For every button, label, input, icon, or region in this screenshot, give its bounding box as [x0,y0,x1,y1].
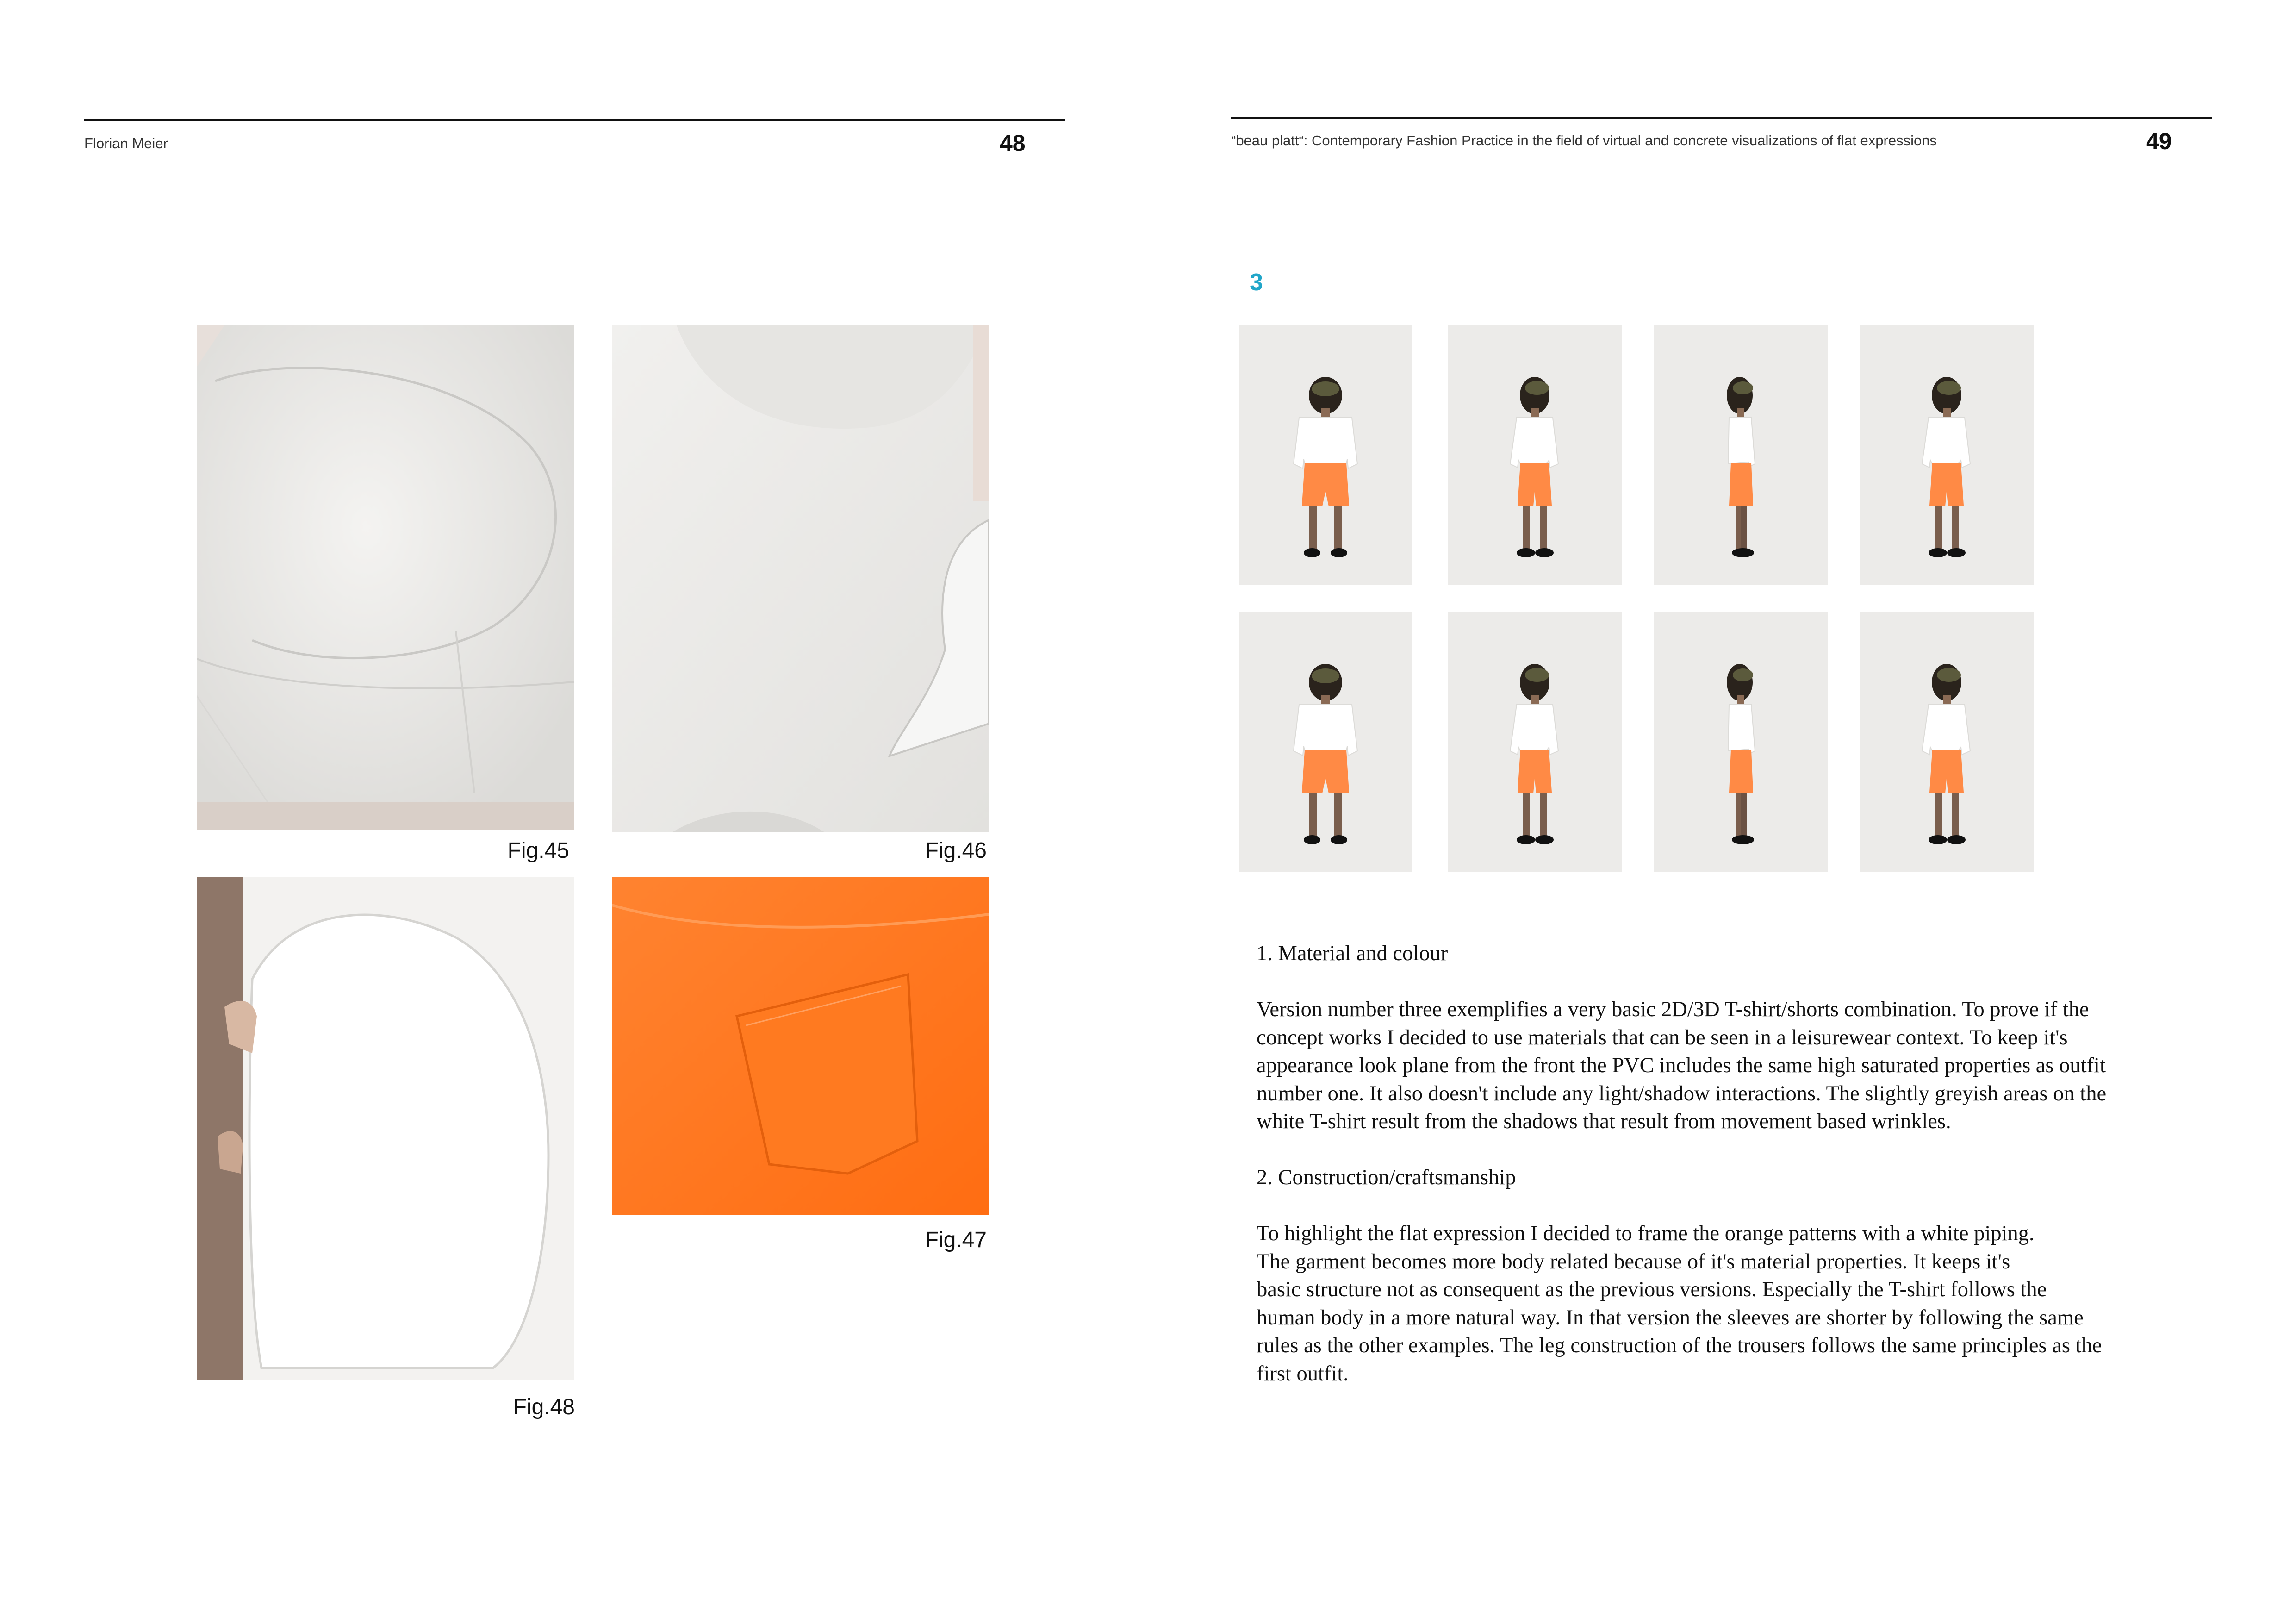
figure-45-caption: Fig.45 [507,838,569,863]
figure-45-photo [197,325,574,830]
heading-construction: 2. Construction/craftsmanship [1257,1166,1516,1189]
model-photo-front-left [1448,325,1622,585]
running-title: “beau platt“: Contemporary Fashion Practice in the field of virtual and concrete visualizations of flat expressions [1231,132,1937,149]
right-header-rule [1231,117,2212,119]
left-header-rule [84,119,1065,121]
heading-material-colour: 1. Material and colour [1257,942,1448,965]
model-photo-left-side [1654,325,1828,585]
figure-47-photo [612,877,989,1215]
para-2-line-3: basic structure not as consequent as the previous versions. Especially the T-shirt follows the [1257,1278,2047,1301]
model-photo-back-left [1860,325,2034,585]
para-1-line-2: concept works I decided to use materials that can be seen in a leisurewear context. To keep it's [1257,1025,2068,1049]
para-2-line-2: The garment becomes more body related because of it's material properties. It keeps it's [1257,1249,2010,1274]
figure-48-photo [197,877,574,1380]
figure-47-caption: Fig.47 [925,1228,987,1252]
figure-46-photo [612,325,989,832]
figure-48-caption: Fig.48 [513,1395,575,1419]
para-1-line-3: appearance look plane from the front the PVC includes the same high saturated properties as outfit [1257,1054,2106,1077]
para-2-line-1: To highlight the flat expression I decided to frame the orange patterns with a white piping. [1257,1222,2035,1245]
model-photo-right-side [1654,612,1828,872]
para-2-line-4: human body in a more natural way. In that version the sleeves are shorter by following the same [1257,1305,2084,1330]
author-name: Florian Meier [84,135,168,151]
model-photo-back-right [1448,612,1622,872]
para-2-line-6: first outfit. [1257,1362,1349,1386]
para-1-line-5: white T-shirt result from the shadows that result from movement based wrinkles. [1257,1110,1951,1133]
para-1-line-1: Version number three exemplifies a very basic 2D/3D T-shirt/shorts combination. To prove if the [1257,998,2089,1021]
model-photo-front-right [1860,612,2034,872]
section-number: 3 [1250,269,1263,296]
figure-46-caption: Fig.46 [925,838,987,863]
model-photo-back [1239,612,1412,872]
page-number-left: 48 [1000,130,1026,156]
para-1-line-4: number one. It also doesn't include any light/shadow interactions. The slightly greyish areas on the [1257,1081,2107,1106]
model-photo-front [1239,325,1412,585]
section-body-text [1257,940,2205,1388]
para-2-line-5: rules as the other examples. The leg construction of the trousers follows the same principles as the [1257,1334,2102,1357]
page-number-right: 49 [2146,128,2172,154]
